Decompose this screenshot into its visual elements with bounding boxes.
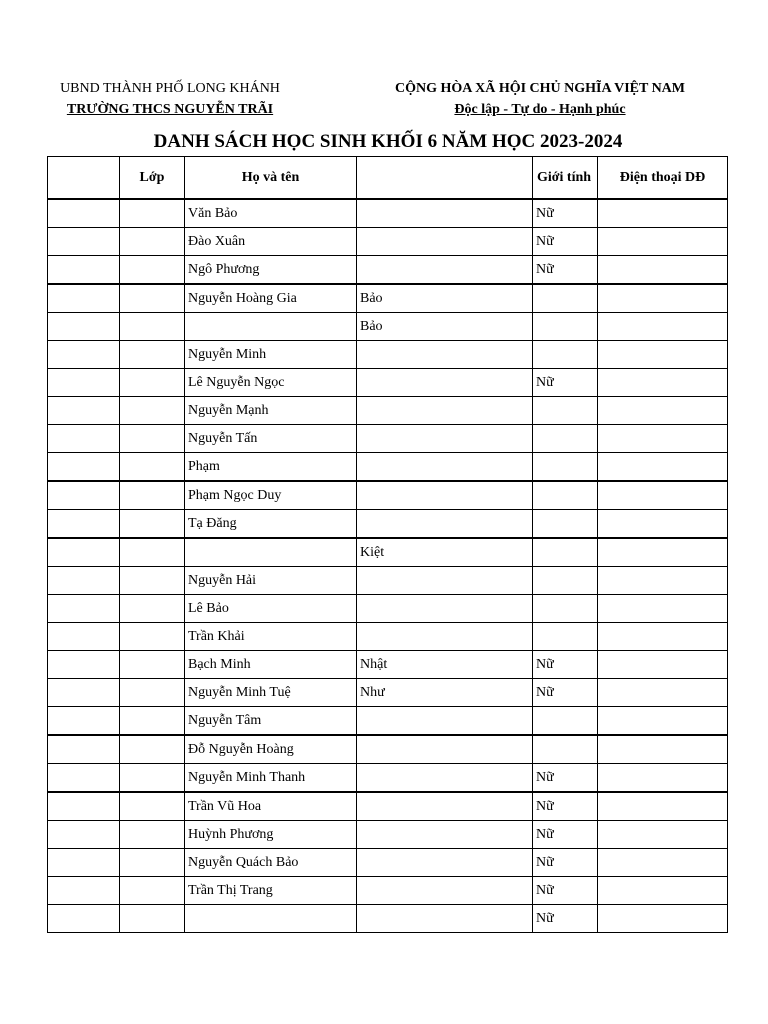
cell-gender: Nữ — [533, 849, 598, 877]
cell-given-name — [357, 877, 533, 905]
cell-phone — [598, 877, 728, 905]
cell-surname: Lê Bảo — [185, 595, 357, 623]
cell-class — [120, 313, 185, 341]
cell-no — [48, 397, 120, 425]
table-row — [48, 397, 728, 425]
table-row — [48, 905, 728, 933]
cell-class — [120, 538, 185, 567]
table-row — [48, 510, 728, 539]
cell-surname: Ngô Phương — [185, 256, 357, 285]
header-right — [370, 78, 710, 120]
cell-class — [120, 877, 185, 905]
cell-class — [120, 567, 185, 595]
cell-phone — [598, 510, 728, 539]
cell-surname — [185, 538, 357, 567]
cell-gender — [533, 341, 598, 369]
cell-class — [120, 510, 185, 539]
table-row — [48, 453, 728, 482]
cell-class — [120, 284, 185, 313]
table-row — [48, 313, 728, 341]
cell-surname: Phạm Ngọc Duy — [185, 481, 357, 510]
cell-phone — [598, 735, 728, 764]
cell-surname: Bạch Minh — [185, 651, 357, 679]
org-name: UBND THÀNH PHỐ LONG KHÁNH — [60, 81, 280, 96]
cell-phone — [598, 256, 728, 285]
cell-given-name: Bảo — [357, 284, 533, 313]
cell-no — [48, 369, 120, 397]
cell-given-name — [357, 735, 533, 764]
table-row — [48, 679, 728, 707]
cell-phone — [598, 792, 728, 821]
cell-gender — [533, 284, 598, 313]
cell-no — [48, 284, 120, 313]
cell-class — [120, 623, 185, 651]
cell-class — [120, 821, 185, 849]
cell-no — [48, 679, 120, 707]
cell-surname: Nguyễn Minh Tuệ — [185, 679, 357, 707]
cell-gender — [533, 481, 598, 510]
cell-surname — [185, 313, 357, 341]
cell-surname: Nguyễn Tâm — [185, 707, 357, 736]
table-row — [48, 651, 728, 679]
cell-given-name — [357, 567, 533, 595]
cell-gender — [533, 510, 598, 539]
cell-gender: Nữ — [533, 256, 598, 285]
cell-phone — [598, 284, 728, 313]
cell-phone — [598, 228, 728, 256]
cell-given-name — [357, 453, 533, 482]
table-row — [48, 707, 728, 736]
cell-gender: Nữ — [533, 199, 598, 228]
column-header-phone: Điện thoại DĐ — [598, 157, 728, 200]
cell-surname: Nguyễn Hoàng Gia — [185, 284, 357, 313]
cell-phone — [598, 538, 728, 567]
cell-given-name — [357, 199, 533, 228]
cell-given-name: Nhật — [357, 651, 533, 679]
cell-gender: Nữ — [533, 905, 598, 933]
cell-phone — [598, 341, 728, 369]
table-row — [48, 228, 728, 256]
school-name: TRƯỜNG THCS NGUYỄN TRÃI — [66, 102, 274, 117]
cell-class — [120, 341, 185, 369]
table-row — [48, 792, 728, 821]
cell-phone — [598, 199, 728, 228]
cell-no — [48, 341, 120, 369]
table-row — [48, 735, 728, 764]
cell-phone — [598, 567, 728, 595]
table-row — [48, 595, 728, 623]
cell-class — [120, 735, 185, 764]
cell-given-name — [357, 764, 533, 793]
table-row — [48, 425, 728, 453]
cell-class — [120, 228, 185, 256]
cell-given-name — [357, 481, 533, 510]
cell-given-name — [357, 397, 533, 425]
cell-given-name — [357, 905, 533, 933]
cell-gender: Nữ — [533, 369, 598, 397]
cell-gender: Nữ — [533, 877, 598, 905]
cell-given-name — [357, 849, 533, 877]
cell-phone — [598, 764, 728, 793]
cell-no — [48, 905, 120, 933]
cell-surname: Văn Bảo — [185, 199, 357, 228]
column-header-name: Họ và tên — [185, 157, 357, 200]
cell-no — [48, 623, 120, 651]
cell-phone — [598, 397, 728, 425]
cell-phone — [598, 623, 728, 651]
cell-gender: Nữ — [533, 792, 598, 821]
cell-no — [48, 764, 120, 793]
cell-phone — [598, 595, 728, 623]
cell-no — [48, 453, 120, 482]
cell-surname: Lê Nguyễn Ngọc — [185, 369, 357, 397]
cell-no — [48, 707, 120, 736]
cell-phone — [598, 313, 728, 341]
table-row — [48, 567, 728, 595]
cell-no — [48, 735, 120, 764]
cell-gender: Nữ — [533, 228, 598, 256]
cell-gender — [533, 707, 598, 736]
cell-phone — [598, 821, 728, 849]
table-row — [48, 284, 728, 313]
cell-gender: Nữ — [533, 679, 598, 707]
cell-phone — [598, 679, 728, 707]
cell-class — [120, 679, 185, 707]
cell-given-name — [357, 595, 533, 623]
cell-surname: Nguyễn Mạnh — [185, 397, 357, 425]
cell-no — [48, 256, 120, 285]
table-row — [48, 877, 728, 905]
column-header-class: Lớp — [120, 157, 185, 200]
cell-no — [48, 425, 120, 453]
cell-gender — [533, 397, 598, 425]
table-row — [48, 849, 728, 877]
cell-class — [120, 369, 185, 397]
cell-surname: Đào Xuân — [185, 228, 357, 256]
cell-given-name — [357, 256, 533, 285]
cell-no — [48, 567, 120, 595]
cell-phone — [598, 849, 728, 877]
cell-phone — [598, 369, 728, 397]
page-title: DANH SÁCH HỌC SINH KHỐI 6 NĂM HỌC 2023-2024 — [153, 131, 623, 152]
cell-gender — [533, 453, 598, 482]
cell-no — [48, 792, 120, 821]
cell-given-name — [357, 821, 533, 849]
cell-class — [120, 764, 185, 793]
cell-surname: Nguyễn Minh Thanh — [185, 764, 357, 793]
cell-class — [120, 199, 185, 228]
table-row — [48, 369, 728, 397]
table-row — [48, 256, 728, 285]
cell-phone — [598, 905, 728, 933]
cell-surname: Nguyễn Tấn — [185, 425, 357, 453]
cell-given-name — [357, 425, 533, 453]
cell-class — [120, 707, 185, 736]
cell-surname: Huỳnh Phương — [185, 821, 357, 849]
cell-given-name — [357, 707, 533, 736]
table-row — [48, 764, 728, 793]
cell-gender: Nữ — [533, 764, 598, 793]
cell-surname: Nguyễn Quách Bảo — [185, 849, 357, 877]
cell-given-name: Bảo — [357, 313, 533, 341]
cell-no — [48, 228, 120, 256]
cell-no — [48, 821, 120, 849]
cell-given-name — [357, 792, 533, 821]
cell-no — [48, 199, 120, 228]
cell-phone — [598, 481, 728, 510]
cell-given-name: Như — [357, 679, 533, 707]
country-name: CỘNG HÒA XÃ HỘI CHỦ NGHĨA VIỆT NAM — [394, 81, 685, 96]
column-header — [48, 157, 120, 200]
column-header — [357, 157, 533, 200]
cell-class — [120, 453, 185, 482]
cell-class — [120, 849, 185, 877]
cell-class — [120, 651, 185, 679]
cell-surname: Trần Vũ Hoa — [185, 792, 357, 821]
cell-no — [48, 481, 120, 510]
cell-no — [48, 595, 120, 623]
table-row — [48, 538, 728, 567]
cell-phone — [598, 651, 728, 679]
cell-no — [48, 510, 120, 539]
cell-gender — [533, 313, 598, 341]
cell-surname: Trần Khải — [185, 623, 357, 651]
table-header-row — [48, 157, 728, 200]
cell-phone — [598, 707, 728, 736]
cell-class — [120, 481, 185, 510]
student-table — [47, 156, 728, 933]
cell-class — [120, 425, 185, 453]
cell-given-name — [357, 369, 533, 397]
cell-no — [48, 877, 120, 905]
cell-class — [120, 905, 185, 933]
national-motto: Độc lập - Tự do - Hạnh phúc — [454, 102, 626, 117]
cell-gender: Nữ — [533, 821, 598, 849]
cell-phone — [598, 453, 728, 482]
cell-gender — [533, 425, 598, 453]
cell-gender — [533, 567, 598, 595]
cell-given-name — [357, 341, 533, 369]
cell-no — [48, 538, 120, 567]
cell-surname: Đỗ Nguyễn Hoàng — [185, 735, 357, 764]
cell-gender: Nữ — [533, 651, 598, 679]
cell-gender — [533, 538, 598, 567]
cell-class — [120, 792, 185, 821]
table-row — [48, 341, 728, 369]
header-left — [40, 78, 300, 120]
table-row — [48, 199, 728, 228]
cell-surname: Phạm — [185, 453, 357, 482]
cell-class — [120, 256, 185, 285]
cell-class — [120, 595, 185, 623]
cell-surname: Nguyễn Minh — [185, 341, 357, 369]
cell-surname: Nguyễn Hải — [185, 567, 357, 595]
table-row — [48, 821, 728, 849]
cell-no — [48, 313, 120, 341]
cell-gender — [533, 623, 598, 651]
cell-gender — [533, 595, 598, 623]
cell-no — [48, 651, 120, 679]
table-row — [48, 623, 728, 651]
cell-given-name — [357, 623, 533, 651]
cell-class — [120, 397, 185, 425]
table-row — [48, 481, 728, 510]
cell-surname: Tạ Đăng — [185, 510, 357, 539]
cell-given-name — [357, 228, 533, 256]
cell-gender — [533, 735, 598, 764]
column-header-gender: Giới tính — [533, 157, 598, 200]
cell-given-name — [357, 510, 533, 539]
cell-surname — [185, 905, 357, 933]
cell-given-name: Kiệt — [357, 538, 533, 567]
cell-no — [48, 849, 120, 877]
cell-phone — [598, 425, 728, 453]
cell-surname: Trần Thị Trang — [185, 877, 357, 905]
